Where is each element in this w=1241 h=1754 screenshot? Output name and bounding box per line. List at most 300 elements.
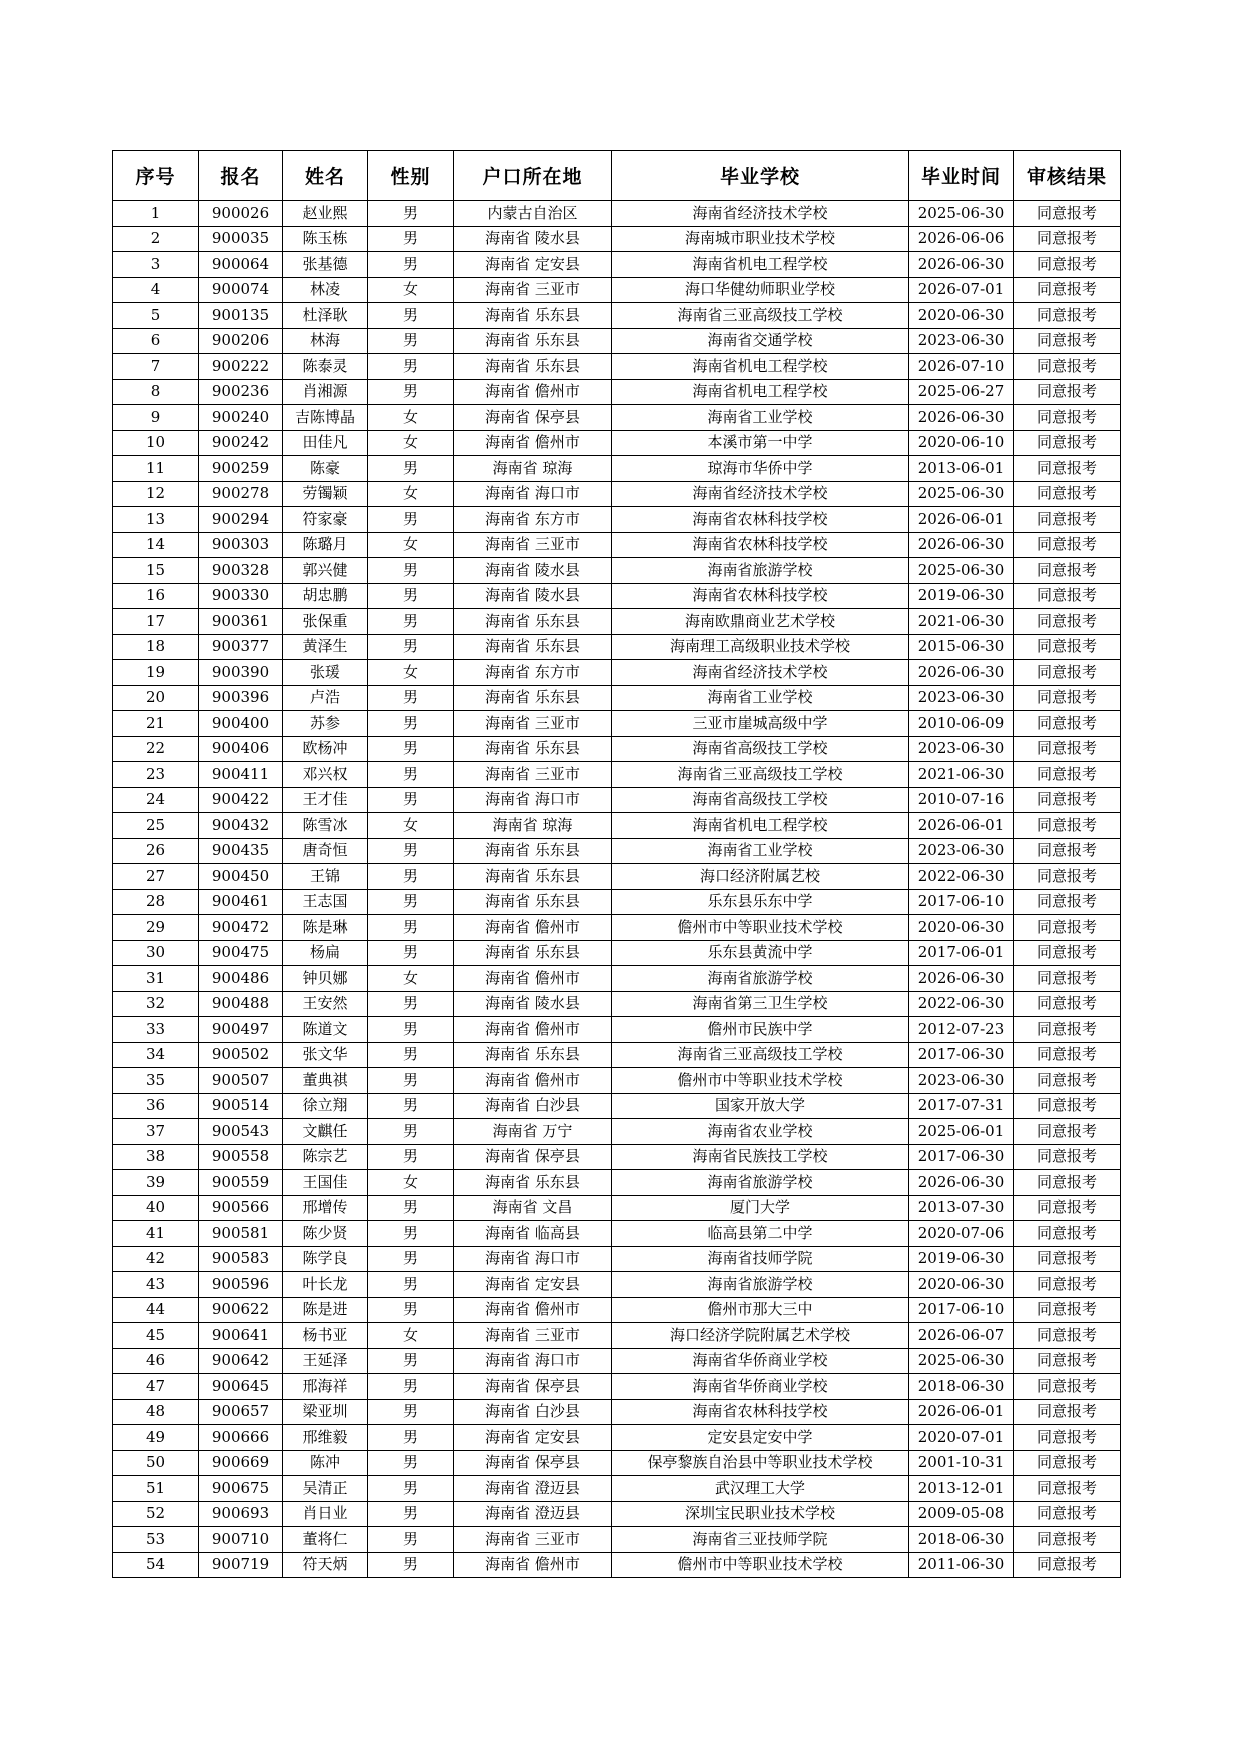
cell-index: 36: [113, 1093, 199, 1119]
cell-index: 54: [113, 1552, 199, 1578]
table-row: [113, 1017, 1121, 1043]
cell-residence: 海南省 澄迈县: [454, 1501, 612, 1527]
cell-residence: 海南省 万宁: [454, 1119, 612, 1145]
cell-school: 琼海市华侨中学: [612, 456, 909, 482]
cell-index: 5: [113, 303, 199, 329]
cell-school: 海南省旅游学校: [612, 966, 909, 992]
cell-grad_date: 2018-06-30: [909, 1374, 1014, 1400]
cell-reg_no: 900206: [199, 328, 283, 354]
cell-name: 董将仁: [283, 1527, 368, 1553]
cell-reg_no: 900472: [199, 915, 283, 941]
table-row: [113, 711, 1121, 737]
cell-school: 海南省农林科技学校: [612, 583, 909, 609]
cell-review: 同意报考: [1014, 1501, 1121, 1527]
cell-name: 林凌: [283, 277, 368, 303]
cell-gender: 男: [368, 711, 454, 737]
cell-grad_date: 2026-06-30: [909, 532, 1014, 558]
cell-grad_date: 2023-06-30: [909, 685, 1014, 711]
cell-grad_date: 2013-12-01: [909, 1476, 1014, 1502]
cell-reg_no: 900719: [199, 1552, 283, 1578]
cell-name: 王锦: [283, 864, 368, 890]
cell-residence: 海南省 陵水县: [454, 226, 612, 252]
cell-index: 22: [113, 736, 199, 762]
cell-reg_no: 900074: [199, 277, 283, 303]
cell-name: 黄泽生: [283, 634, 368, 660]
cell-residence: 海南省 海口市: [454, 481, 612, 507]
cell-school: 海南省旅游学校: [612, 558, 909, 584]
cell-gender: 男: [368, 1348, 454, 1374]
cell-gender: 男: [368, 456, 454, 482]
cell-gender: 男: [368, 1017, 454, 1043]
cell-index: 38: [113, 1144, 199, 1170]
cell-reg_no: 900303: [199, 532, 283, 558]
cell-grad_date: 2020-06-30: [909, 1272, 1014, 1298]
cell-review: 同意报考: [1014, 558, 1121, 584]
cell-grad_date: 2012-07-23: [909, 1017, 1014, 1043]
cell-index: 4: [113, 277, 199, 303]
cell-index: 2: [113, 226, 199, 252]
column-header-review: 审核结果: [1014, 151, 1121, 201]
cell-index: 19: [113, 660, 199, 686]
cell-gender: 女: [368, 966, 454, 992]
cell-residence: 海南省 白沙县: [454, 1093, 612, 1119]
cell-gender: 男: [368, 940, 454, 966]
cell-index: 8: [113, 379, 199, 405]
cell-gender: 男: [368, 1552, 454, 1578]
cell-reg_no: 900642: [199, 1348, 283, 1374]
cell-residence: 海南省 乐东县: [454, 940, 612, 966]
cell-reg_no: 900035: [199, 226, 283, 252]
table-row: [113, 583, 1121, 609]
cell-gender: 男: [368, 583, 454, 609]
cell-grad_date: 2020-06-30: [909, 303, 1014, 329]
cell-residence: 海南省 保亭县: [454, 1144, 612, 1170]
cell-reg_no: 900064: [199, 252, 283, 278]
cell-reg_no: 900236: [199, 379, 283, 405]
cell-reg_no: 900507: [199, 1068, 283, 1094]
cell-gender: 男: [368, 1272, 454, 1298]
cell-review: 同意报考: [1014, 685, 1121, 711]
cell-residence: 海南省 海口市: [454, 1348, 612, 1374]
cell-gender: 男: [368, 1476, 454, 1502]
cell-grad_date: 2023-06-30: [909, 328, 1014, 354]
cell-grad_date: 2026-06-30: [909, 1170, 1014, 1196]
cell-gender: 女: [368, 481, 454, 507]
cell-school: 本溪市第一中学: [612, 430, 909, 456]
cell-school: 保亭黎族自治县中等职业技术学校: [612, 1450, 909, 1476]
cell-review: 同意报考: [1014, 277, 1121, 303]
cell-school: 海南省华侨商业学校: [612, 1374, 909, 1400]
cell-gender: 男: [368, 1297, 454, 1323]
cell-grad_date: 2017-06-01: [909, 940, 1014, 966]
table-row: [113, 966, 1121, 992]
cell-residence: 海南省 海口市: [454, 787, 612, 813]
cell-index: 40: [113, 1195, 199, 1221]
cell-name: 杨书亚: [283, 1323, 368, 1349]
cell-gender: 男: [368, 252, 454, 278]
header-row: [113, 151, 1121, 201]
cell-residence: 海南省 保亭县: [454, 405, 612, 431]
cell-grad_date: 2025-06-30: [909, 481, 1014, 507]
cell-school: 海南省民族技工学校: [612, 1144, 909, 1170]
cell-name: 苏参: [283, 711, 368, 737]
cell-index: 20: [113, 685, 199, 711]
cell-name: 陈道文: [283, 1017, 368, 1043]
cell-gender: 男: [368, 1093, 454, 1119]
cell-grad_date: 2013-07-30: [909, 1195, 1014, 1221]
cell-residence: 海南省 陵水县: [454, 583, 612, 609]
cell-school: 海南理工高级职业技术学校: [612, 634, 909, 660]
cell-gender: 男: [368, 1399, 454, 1425]
cell-school: 海南省经济技术学校: [612, 201, 909, 227]
cell-school: 儋州市那大三中: [612, 1297, 909, 1323]
table-row: [113, 1399, 1121, 1425]
cell-reg_no: 900666: [199, 1425, 283, 1451]
cell-review: 同意报考: [1014, 1093, 1121, 1119]
table-row: [113, 252, 1121, 278]
cell-gender: 男: [368, 609, 454, 635]
cell-school: 海南省机电工程学校: [612, 252, 909, 278]
cell-grad_date: 2009-05-08: [909, 1501, 1014, 1527]
cell-name: 肖日业: [283, 1501, 368, 1527]
cell-name: 陈玉栋: [283, 226, 368, 252]
column-header-gender: 性别: [368, 151, 454, 201]
cell-residence: 海南省 定安县: [454, 1272, 612, 1298]
cell-residence: 海南省 乐东县: [454, 609, 612, 635]
table-row: [113, 609, 1121, 635]
cell-reg_no: 900543: [199, 1119, 283, 1145]
cell-index: 42: [113, 1246, 199, 1272]
cell-index: 34: [113, 1042, 199, 1068]
cell-index: 48: [113, 1399, 199, 1425]
cell-residence: 海南省 三亚市: [454, 277, 612, 303]
cell-school: 海南省工业学校: [612, 838, 909, 864]
cell-reg_no: 900461: [199, 889, 283, 915]
cell-index: 53: [113, 1527, 199, 1553]
cell-review: 同意报考: [1014, 1144, 1121, 1170]
cell-gender: 男: [368, 1042, 454, 1068]
cell-grad_date: 2026-06-30: [909, 252, 1014, 278]
cell-residence: 海南省 乐东县: [454, 303, 612, 329]
cell-residence: 海南省 琼海: [454, 456, 612, 482]
cell-gender: 男: [368, 762, 454, 788]
cell-residence: 海南省 乐东县: [454, 685, 612, 711]
cell-reg_no: 900558: [199, 1144, 283, 1170]
cell-gender: 男: [368, 864, 454, 890]
cell-grad_date: 2025-06-30: [909, 1348, 1014, 1374]
cell-grad_date: 2015-06-30: [909, 634, 1014, 660]
cell-review: 同意报考: [1014, 711, 1121, 737]
cell-gender: 男: [368, 889, 454, 915]
cell-school: 海南省交通学校: [612, 328, 909, 354]
cell-index: 44: [113, 1297, 199, 1323]
cell-reg_no: 900328: [199, 558, 283, 584]
cell-reg_no: 900502: [199, 1042, 283, 1068]
cell-reg_no: 900645: [199, 1374, 283, 1400]
cell-school: 海南欧鼎商业艺术学校: [612, 609, 909, 635]
cell-review: 同意报考: [1014, 1017, 1121, 1043]
cell-index: 9: [113, 405, 199, 431]
cell-residence: 海南省 乐东县: [454, 328, 612, 354]
cell-review: 同意报考: [1014, 660, 1121, 686]
cell-reg_no: 900596: [199, 1272, 283, 1298]
cell-school: 儋州市中等职业技术学校: [612, 915, 909, 941]
cell-name: 董典祺: [283, 1068, 368, 1094]
cell-gender: 男: [368, 685, 454, 711]
cell-name: 张瑗: [283, 660, 368, 686]
cell-review: 同意报考: [1014, 481, 1121, 507]
cell-index: 30: [113, 940, 199, 966]
cell-school: 海南省技师学院: [612, 1246, 909, 1272]
cell-residence: 海南省 乐东县: [454, 634, 612, 660]
cell-review: 同意报考: [1014, 966, 1121, 992]
cell-name: 唐奇恒: [283, 838, 368, 864]
cell-residence: 海南省 儋州市: [454, 430, 612, 456]
cell-residence: 海南省 定安县: [454, 252, 612, 278]
cell-residence: 海南省 儋州市: [454, 1297, 612, 1323]
cell-gender: 男: [368, 201, 454, 227]
cell-grad_date: 2026-06-01: [909, 1399, 1014, 1425]
cell-name: 肖湘源: [283, 379, 368, 405]
cell-residence: 海南省 三亚市: [454, 711, 612, 737]
cell-residence: 海南省 东方市: [454, 507, 612, 533]
cell-grad_date: 2025-06-30: [909, 201, 1014, 227]
cell-review: 同意报考: [1014, 1042, 1121, 1068]
cell-review: 同意报考: [1014, 1374, 1121, 1400]
cell-gender: 男: [368, 226, 454, 252]
cell-grad_date: 2011-06-30: [909, 1552, 1014, 1578]
cell-gender: 男: [368, 1068, 454, 1094]
cell-gender: 男: [368, 507, 454, 533]
cell-name: 张文华: [283, 1042, 368, 1068]
cell-review: 同意报考: [1014, 354, 1121, 380]
table-row: [113, 532, 1121, 558]
cell-index: 50: [113, 1450, 199, 1476]
cell-name: 邢增传: [283, 1195, 368, 1221]
cell-name: 杜泽耿: [283, 303, 368, 329]
cell-school: 海南省三亚高级技工学校: [612, 1042, 909, 1068]
cell-residence: 海南省 儋州市: [454, 915, 612, 941]
cell-gender: 男: [368, 379, 454, 405]
cell-review: 同意报考: [1014, 405, 1121, 431]
cell-index: 47: [113, 1374, 199, 1400]
table-row: [113, 1501, 1121, 1527]
cell-reg_no: 900657: [199, 1399, 283, 1425]
cell-residence: 海南省 儋州市: [454, 1552, 612, 1578]
table-row: [113, 201, 1121, 227]
cell-grad_date: 2020-07-01: [909, 1425, 1014, 1451]
cell-gender: 女: [368, 405, 454, 431]
cell-grad_date: 2017-06-10: [909, 1297, 1014, 1323]
cell-residence: 海南省 海口市: [454, 1246, 612, 1272]
cell-school: 深圳宝民职业技术学校: [612, 1501, 909, 1527]
table-row: [113, 1476, 1121, 1502]
cell-gender: 男: [368, 1501, 454, 1527]
cell-name: 陈豪: [283, 456, 368, 482]
cell-review: 同意报考: [1014, 430, 1121, 456]
cell-index: 29: [113, 915, 199, 941]
cell-index: 32: [113, 991, 199, 1017]
cell-index: 1: [113, 201, 199, 227]
cell-residence: 海南省 定安县: [454, 1425, 612, 1451]
cell-gender: 男: [368, 915, 454, 941]
cell-reg_no: 900406: [199, 736, 283, 762]
cell-index: 15: [113, 558, 199, 584]
table-header: [113, 151, 1121, 201]
cell-review: 同意报考: [1014, 456, 1121, 482]
cell-grad_date: 2023-06-30: [909, 1068, 1014, 1094]
table-row: [113, 864, 1121, 890]
cell-name: 王安然: [283, 991, 368, 1017]
column-header-residence: 户口所在地: [454, 151, 612, 201]
cell-review: 同意报考: [1014, 889, 1121, 915]
column-header-school: 毕业学校: [612, 151, 909, 201]
cell-index: 39: [113, 1170, 199, 1196]
cell-residence: 海南省 三亚市: [454, 532, 612, 558]
applicants-table: [112, 150, 1121, 1578]
cell-reg_no: 900488: [199, 991, 283, 1017]
cell-name: 吉陈博晶: [283, 405, 368, 431]
cell-name: 符家豪: [283, 507, 368, 533]
table-row: [113, 354, 1121, 380]
cell-index: 37: [113, 1119, 199, 1145]
cell-reg_no: 900026: [199, 201, 283, 227]
cell-index: 11: [113, 456, 199, 482]
cell-review: 同意报考: [1014, 226, 1121, 252]
cell-reg_no: 900559: [199, 1170, 283, 1196]
cell-review: 同意报考: [1014, 583, 1121, 609]
cell-gender: 女: [368, 277, 454, 303]
cell-review: 同意报考: [1014, 1425, 1121, 1451]
cell-school: 海南省工业学校: [612, 405, 909, 431]
cell-reg_no: 900411: [199, 762, 283, 788]
cell-residence: 海南省 临高县: [454, 1221, 612, 1247]
cell-review: 同意报考: [1014, 736, 1121, 762]
column-header-index: 序号: [113, 151, 199, 201]
cell-reg_no: 900135: [199, 303, 283, 329]
cell-school: 三亚市崖城高级中学: [612, 711, 909, 737]
cell-school: 儋州市民族中学: [612, 1017, 909, 1043]
cell-review: 同意报考: [1014, 787, 1121, 813]
cell-school: 海南省旅游学校: [612, 1272, 909, 1298]
cell-school: 定安县定安中学: [612, 1425, 909, 1451]
cell-gender: 男: [368, 787, 454, 813]
cell-residence: 海南省 乐东县: [454, 354, 612, 380]
cell-name: 王延泽: [283, 1348, 368, 1374]
cell-name: 王才佳: [283, 787, 368, 813]
cell-index: 17: [113, 609, 199, 635]
cell-grad_date: 2025-06-30: [909, 558, 1014, 584]
cell-school: 海南省第三卫生学校: [612, 991, 909, 1017]
cell-review: 同意报考: [1014, 813, 1121, 839]
cell-school: 海南省农林科技学校: [612, 532, 909, 558]
cell-index: 14: [113, 532, 199, 558]
cell-school: 武汉理工大学: [612, 1476, 909, 1502]
cell-residence: 海南省 保亭县: [454, 1450, 612, 1476]
cell-name: 田佳凡: [283, 430, 368, 456]
table-row: [113, 1195, 1121, 1221]
cell-grad_date: 2026-06-30: [909, 660, 1014, 686]
cell-grad_date: 2001-10-31: [909, 1450, 1014, 1476]
cell-name: 叶长龙: [283, 1272, 368, 1298]
cell-index: 35: [113, 1068, 199, 1094]
cell-residence: 海南省 儋州市: [454, 1017, 612, 1043]
cell-gender: 男: [368, 303, 454, 329]
cell-reg_no: 900432: [199, 813, 283, 839]
cell-review: 同意报考: [1014, 991, 1121, 1017]
cell-index: 27: [113, 864, 199, 890]
cell-residence: 海南省 乐东县: [454, 1170, 612, 1196]
cell-reg_no: 900583: [199, 1246, 283, 1272]
cell-review: 同意报考: [1014, 252, 1121, 278]
cell-index: 7: [113, 354, 199, 380]
cell-review: 同意报考: [1014, 1068, 1121, 1094]
table-row: [113, 787, 1121, 813]
table-row: [113, 889, 1121, 915]
table-row: [113, 1221, 1121, 1247]
cell-school: 海南省华侨商业学校: [612, 1348, 909, 1374]
cell-name: 林海: [283, 328, 368, 354]
cell-name: 梁亚圳: [283, 1399, 368, 1425]
table-row: [113, 277, 1121, 303]
table-row: [113, 1246, 1121, 1272]
cell-review: 同意报考: [1014, 201, 1121, 227]
cell-review: 同意报考: [1014, 1399, 1121, 1425]
table-row: [113, 507, 1121, 533]
cell-name: 陈少贤: [283, 1221, 368, 1247]
cell-grad_date: 2018-06-30: [909, 1527, 1014, 1553]
cell-name: 吴清正: [283, 1476, 368, 1502]
cell-index: 45: [113, 1323, 199, 1349]
cell-grad_date: 2026-07-01: [909, 277, 1014, 303]
table-row: [113, 991, 1121, 1017]
cell-reg_no: 900581: [199, 1221, 283, 1247]
cell-reg_no: 900710: [199, 1527, 283, 1553]
cell-index: 16: [113, 583, 199, 609]
cell-grad_date: 2026-07-10: [909, 354, 1014, 380]
cell-index: 13: [113, 507, 199, 533]
table-row: [113, 1552, 1121, 1578]
cell-review: 同意报考: [1014, 1221, 1121, 1247]
cell-school: 海口经济学院附属艺术学校: [612, 1323, 909, 1349]
cell-grad_date: 2023-06-30: [909, 838, 1014, 864]
table-row: [113, 558, 1121, 584]
table-row: [113, 1170, 1121, 1196]
cell-index: 12: [113, 481, 199, 507]
column-header-name: 姓名: [283, 151, 368, 201]
table-row: [113, 762, 1121, 788]
cell-index: 25: [113, 813, 199, 839]
cell-residence: 海南省 琼海: [454, 813, 612, 839]
cell-gender: 男: [368, 1425, 454, 1451]
cell-index: 46: [113, 1348, 199, 1374]
cell-school: 海南省三亚技师学院: [612, 1527, 909, 1553]
table-row: [113, 379, 1121, 405]
cell-grad_date: 2025-06-01: [909, 1119, 1014, 1145]
table-body: [113, 201, 1121, 1578]
cell-school: 海口经济附属艺校: [612, 864, 909, 890]
cell-gender: 男: [368, 558, 454, 584]
cell-review: 同意报考: [1014, 634, 1121, 660]
table-row: [113, 1450, 1121, 1476]
table-row: [113, 226, 1121, 252]
cell-school: 儋州市中等职业技术学校: [612, 1552, 909, 1578]
cell-review: 同意报考: [1014, 1297, 1121, 1323]
cell-name: 郭兴健: [283, 558, 368, 584]
cell-residence: 海南省 陵水县: [454, 558, 612, 584]
table-row: [113, 813, 1121, 839]
cell-reg_no: 900361: [199, 609, 283, 635]
